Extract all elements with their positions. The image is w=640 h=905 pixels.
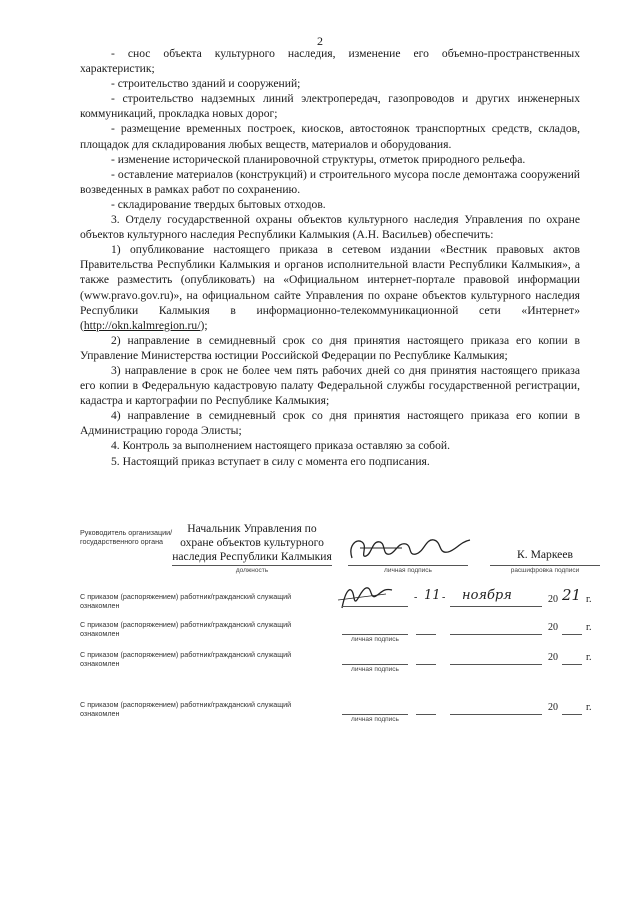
publication-item: [80, 242, 580, 333]
publication-text-end: );: [200, 318, 208, 332]
acknowledgement-row: [80, 620, 600, 643]
acknowledgement-text: С приказом (распоряжением) работник/гражданский служащий ознакомлен: [80, 700, 292, 718]
ack-signature-line: [342, 634, 408, 635]
handwritten-year: 21: [562, 586, 582, 604]
role-label: Руководитель организации/государственного органа: [80, 528, 173, 546]
position-line: [172, 565, 332, 566]
signature-block: [80, 522, 600, 902]
handwritten-month: ноября: [462, 588, 512, 603]
paragraph: - оставление материалов (конструкций) и строительного мусора после демонтажа сооружений возведенных в рамках работ по сохранению.: [80, 167, 580, 196]
paragraph: - снос объекта культурного наследия, изменение его объемно-пространственных характеристик;: [80, 47, 580, 76]
website-link[interactable]: http://okn.kalmregion.ru/: [83, 318, 201, 332]
year-prefix: 20: [548, 622, 558, 633]
handwritten-day: 11: [424, 588, 441, 603]
ack-signature-line: [342, 606, 408, 607]
name-caption: расшифровка подписи: [510, 567, 580, 574]
paragraph: - строительство надземных линий электропередач, газопроводов и других инженерных коммуникаций, прокладка новых дорог;: [80, 92, 580, 121]
acknowledgement-row: [80, 700, 600, 723]
year-prefix: 20: [548, 652, 558, 663]
signature-line: [348, 565, 468, 566]
signer-name: К. Маркеев: [517, 548, 573, 561]
publication-text: 1) опубликование настоящего приказа в сетевом издании «Вестник правовых актов Правительства Республики Калмыкия и органов исполнительной власти Республики Калмыкия», а также разместить (опубликовать) на «Официальном интернет-портале правовой информации (www.pravo.gov.ru)», на официальном сайте Управления по охране объектов культурного наследия Республики Калмыкия в информационно-телекоммуникационной сети «Интернет» (: [80, 243, 580, 332]
ack-day-line: [416, 634, 436, 635]
acknowledgement-row: [80, 586, 600, 612]
ack-month-line: [450, 664, 542, 665]
year-suffix: г.: [586, 652, 592, 663]
dash: -: [414, 592, 418, 603]
paragraph: 2) направление в семидневный срок со дня принятия настоящего приказа его копии в Управление Министерства юстиции Российской Федерации по Республике Калмыкия;: [80, 333, 580, 362]
ack-day-line: [416, 714, 436, 715]
ack-day-line: [416, 664, 436, 665]
ack-signature-caption: личная подпись: [351, 716, 399, 723]
year-suffix: г.: [586, 622, 592, 633]
paragraph: 5. Настоящий приказ вступает в силу с момента его подписания.: [111, 454, 430, 468]
position-caption: должность: [235, 567, 269, 574]
employee-signature-icon: [336, 580, 396, 614]
year-prefix: 20: [548, 702, 558, 713]
ack-month-line: [450, 714, 542, 715]
ack-signature-line: [342, 714, 408, 715]
page-number: 2: [317, 34, 323, 48]
paragraph: 3. Отделу государственной охраны объектов культурного наследия Управления по охране объектов культурного наследия Республики Калмыкия (А.Н. Васильев) обеспечить:: [80, 213, 580, 242]
signature-caption: личная подпись: [384, 567, 432, 574]
ack-signature-caption: личная подпись: [351, 636, 399, 643]
acknowledgement-text: С приказом (распоряжением) работник/гражданский служащий ознакомлен: [80, 650, 292, 668]
paragraph: - складирование твердых бытовых отходов.: [111, 197, 326, 211]
ack-month-line: [450, 634, 542, 635]
paragraph: - строительство зданий и сооружений;: [111, 77, 301, 91]
document-body: [80, 46, 580, 469]
position-text: Начальник Управления по охране объектов культурного наследия Республики Калмыкия: [172, 522, 332, 563]
acknowledgement-text: С приказом (распоряжением) работник/гражданский служащий ознакомлен: [80, 592, 292, 610]
ack-year-line: [562, 664, 582, 665]
paragraph: 3) направление в срок не более чем пять рабочих дней со дня принятия настоящего приказа его копии в Федеральную кадастровую палату Федеральной службы государственной регистрации, кадастра и картографии по Республике Калмыкия;: [80, 363, 580, 408]
ack-year-line: [562, 714, 582, 715]
name-line: [490, 565, 600, 566]
dash: -: [442, 592, 446, 603]
ack-signature-line: [342, 664, 408, 665]
paragraph: 4) направление в семидневный срок со дня принятия настоящего приказа его копии в Администрацию города Элисты;: [80, 409, 580, 438]
acknowledgement-text: С приказом (распоряжением) работник/гражданский служащий ознакомлен: [80, 620, 292, 638]
director-signature-icon: [342, 528, 482, 568]
paragraph: 4. Контроль за выполнением настоящего приказа оставляю за собой.: [111, 439, 450, 453]
paragraph: - размещение временных построек, киосков, автостоянок транспортных средств, складов, площадок для складирования любых веществ, материалов и оборудования.: [80, 122, 580, 151]
year-suffix: г.: [586, 702, 592, 713]
ack-year-line: [562, 634, 582, 635]
acknowledgement-row: [80, 650, 600, 673]
year-suffix: г.: [586, 594, 592, 605]
ack-signature-caption: личная подпись: [351, 666, 399, 673]
paragraph: - изменение исторической планировочной структуры, отметок природного рельефа.: [111, 152, 526, 166]
year-prefix: 20: [548, 594, 558, 605]
ack-month-line: [450, 606, 542, 607]
